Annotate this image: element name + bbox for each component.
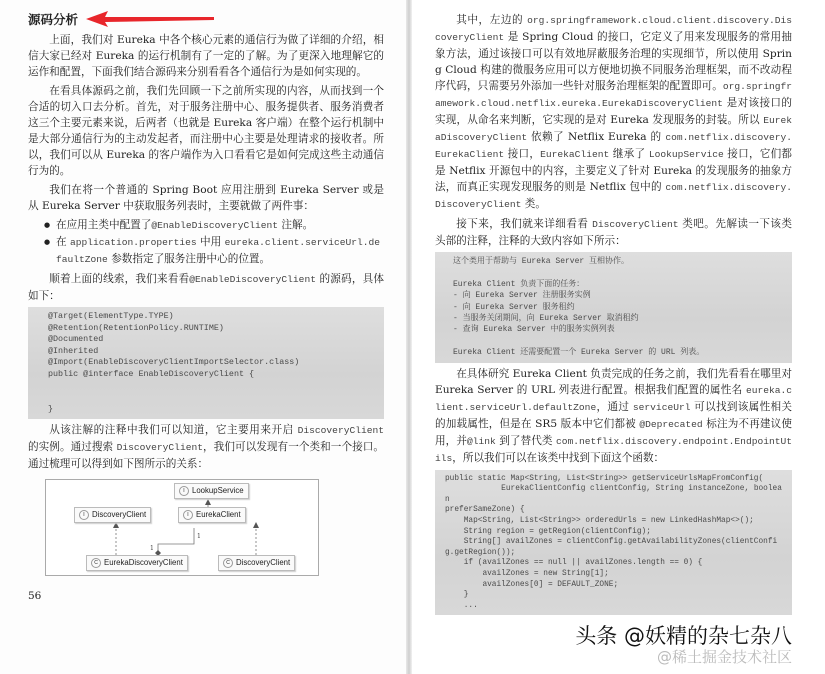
text-run: 在应用主类中配置了 — [56, 219, 152, 231]
left-page — [0, 0, 406, 674]
class-icon: C — [223, 558, 233, 568]
class-comment-block: 这个类用于帮助与 Eureka Server 互相协作。 Eureka Client 负责下面的任务： - 向 Eureka Server 注册服务实例 - 向 Eureka Server 服务租约 - 当服务关闭期间，向 Eureka Server 取消租约 - 查询 Eureka Server 中的服务实例列表 Eureka Client 还需要配置一个 Eureka Server 的 URL 列表。 — [435, 252, 792, 363]
function-code-block: public static Map<String, List<String>> getServiceUrlsMapFromConfig( EurekaClientConfig clientConfig, String instanceZone, boolean preferSameZone) { Map<String, List<String>> orderedUrls = new LinkedHashMap<>(); String region = getRegion(clientConfig); String[] availZones = clientConfig.getAvailabilityZones(clientConfig.getRegion()); if (availZones == null || availZones.length == 0) { availZones = new String[1]; availZones[0] = DEFAULT_ZONE; } ... — [435, 470, 792, 616]
inline-code: LookupService — [648, 149, 724, 160]
inline-code: org.springframework.cloud.client.discovery.DiscoveryClient — [435, 15, 792, 43]
interface-icon: I — [179, 486, 189, 496]
node-eurekadiscoveryclient — [86, 555, 188, 571]
text-run: ，通过 — [596, 400, 633, 413]
interface-icon: I — [183, 510, 193, 520]
intro-paragraph — [28, 32, 384, 80]
watermark-secondary: @稀土掘金技术社区 — [656, 648, 792, 667]
inline-code: DiscoveryClient — [116, 442, 203, 454]
bullet-item — [44, 234, 384, 268]
text-run: 类吧。先解读一下该类头部的注释，注释的大致内容如下所示： — [435, 218, 792, 247]
text-run: ，我们可以发现有一个类和一个接口。通过梳理可以得到如下图所示的关系： — [28, 441, 384, 471]
text-run: 标注为不再建议使用，并 — [435, 417, 792, 447]
text-run: 上面，我们对 Eureka 中各个核心元素的通信行为做了详细的介绍，相信大家已经对 Eureka 的运行机制有了一定的了解。为了更深入地理解它的运作和配置，下面我们结合源码来分别看看各个通信行为是如何实现的。 — [28, 34, 384, 78]
overview-paragraph — [28, 83, 384, 179]
inline-code: @Deprecated — [639, 418, 703, 430]
dependency-line — [158, 528, 194, 553]
text-run: 顺着上面的线索，我们来看看 — [49, 273, 190, 285]
node-label: DiscoveryClient — [236, 558, 291, 568]
text-run: 可以找到该属性相关的加载属性，但是在 SR5 版本中它们都被 — [435, 400, 792, 430]
inline-code: eureka.client.serviceUrl.defaultZone — [435, 384, 792, 413]
discoveryclient-intro-paragraph — [435, 216, 792, 249]
inline-code: com.netflix.discovery.endpoint.EndpointUtils — [435, 435, 792, 464]
inline-code: serviceUrl — [632, 401, 691, 413]
bullet-list — [44, 217, 384, 268]
node-lookupservice — [174, 483, 249, 499]
heading-row — [28, 10, 384, 28]
multiplicity-label: 1 — [150, 545, 154, 553]
inline-code: DiscoveryClient — [592, 219, 679, 230]
node-label: LookupService — [192, 486, 244, 496]
annotation-code-block: @Target(ElementType.TYPE) @Retention(RetentionPolicy.RUNTIME) @Documented @Inherited @Import(EnableDiscoveryClientImportSelector.class) public @interface EnableDiscoveryClient { } — [28, 307, 384, 419]
watermark — [435, 624, 792, 666]
text-run: 的源码，具体如下： — [28, 273, 384, 302]
text-run: 依赖了 Netflix Eureka 的 — [527, 131, 666, 143]
text-run: 接下来，我们就来详细看看 — [456, 218, 593, 230]
text-run: 的实例。通过搜索 — [28, 441, 117, 454]
inline-code: eureka.client.serviceUrl.defaultZone — [56, 237, 381, 265]
multiplicity-label: 1 — [197, 533, 201, 541]
node-label: EurekaDiscoveryClient — [104, 558, 183, 568]
text-run: 到了替代类 — [495, 434, 556, 447]
inline-code: org.springframework.cloud.netflix.eureka.EurekaDiscoveryClient — [435, 81, 792, 109]
two-things-paragraph — [28, 182, 384, 214]
node-label: EurekaClient — [196, 510, 241, 520]
text-run: 注解。 — [278, 219, 314, 231]
text-run: 是 Spring Cloud 的接口，它定义了用来发现服务的常用抽象方法，通过该接口可以有效地屏蔽服务治理的实现细节，所以使用 Spring Cloud 构建的微服务应用可以方便地切换不同服务治理框架，而不改动程序代码，只需要另外添加一些针对服务治理框架的配置即可。 — [435, 31, 792, 92]
inline-code: com.netflix.discovery.EurekaClient — [435, 132, 792, 160]
right-page — [412, 0, 825, 674]
inline-code: EurekaClient — [540, 149, 610, 160]
text-run: 参数指定了服务注册中心的位置。 — [107, 253, 271, 265]
text-run: 我们在将一个普通的 Spring Boot 应用注册到 Eureka Server 或是从 Eureka Server 中获取服务列表时，主要就做了两件事： — [28, 184, 384, 212]
inline-code: @EnableDiscoveryClient — [151, 220, 279, 231]
text-run: 在看具体源码之前，我们先回顾一下之前所实现的内容，从而找到一个合适的切入口去分析。首先，对于服务注册中心、服务提供者、服务消费者这三个主要元素来说，后两者（也就是 Eureka 客户端）在整个运行机制中是大部分通信行为的主动发起者，而注册中心主要是处理请求的接收者。所以，我们可以从 Eureka 的客户端作为入口看看它是如何完成这些主动通信行为的。 — [28, 85, 384, 177]
source-intro-paragraph — [28, 271, 384, 304]
serviceurl-paragraph — [435, 366, 792, 467]
node-label: DiscoveryClient — [92, 510, 147, 520]
text-run: 类。 — [521, 198, 546, 210]
inline-code: EurekaDiscoveryClient — [435, 115, 792, 143]
text-run: ，所以我们可以在该类中找到下面这个函数： — [452, 451, 665, 464]
node-discoveryclient-class — [218, 555, 295, 571]
text-run: 接口，它们都是 Netflix 开源包中的内容，主要定义了针对 Eureka 的发现服务的抽象方法，而真正实现发现服务的则是 Netflix 包中的 — [435, 148, 792, 193]
interface-icon: I — [79, 510, 89, 520]
inline-code: application.properties — [69, 237, 197, 248]
inline-code: DiscoveryClient — [297, 425, 384, 437]
text-run: 中用 — [196, 236, 225, 248]
text-run: 从该注解的注释中我们可以知道，它主要用来开启 — [49, 424, 298, 437]
watermark-primary: 头条 @妖精的杂七杂八 — [575, 624, 792, 649]
text-run: 在 — [56, 236, 70, 248]
text-run: 在具体研究 Eureka Client 负责完成的任务之前，我们先看看在哪里对 Eureka Server 的 URL 列表进行配置。根据我们配置的属性名 — [435, 367, 792, 396]
class-diagram — [45, 479, 319, 576]
relationship-paragraph — [28, 422, 384, 472]
inline-code: @link — [466, 435, 496, 447]
interface-explanation-paragraph — [435, 12, 792, 213]
page-number: 56 — [28, 590, 42, 603]
text-run: 接口， — [504, 148, 541, 160]
inline-code: com.netflix.discovery.DiscoveryClient — [435, 182, 792, 210]
inline-code: @EnableDiscoveryClient — [189, 274, 316, 285]
text-run: 继承了 — [609, 148, 649, 160]
red-arrow-annotation — [86, 11, 216, 27]
text-run: 其中，左边的 — [456, 14, 528, 26]
section-heading: 源码分析 — [28, 12, 79, 27]
text-run: 是对该接口的实现，从命名来判断，它实现的是对 Eureka 发现服务的封装。所以 — [435, 97, 792, 126]
bullet-item — [44, 217, 384, 234]
class-icon: C — [91, 558, 101, 568]
